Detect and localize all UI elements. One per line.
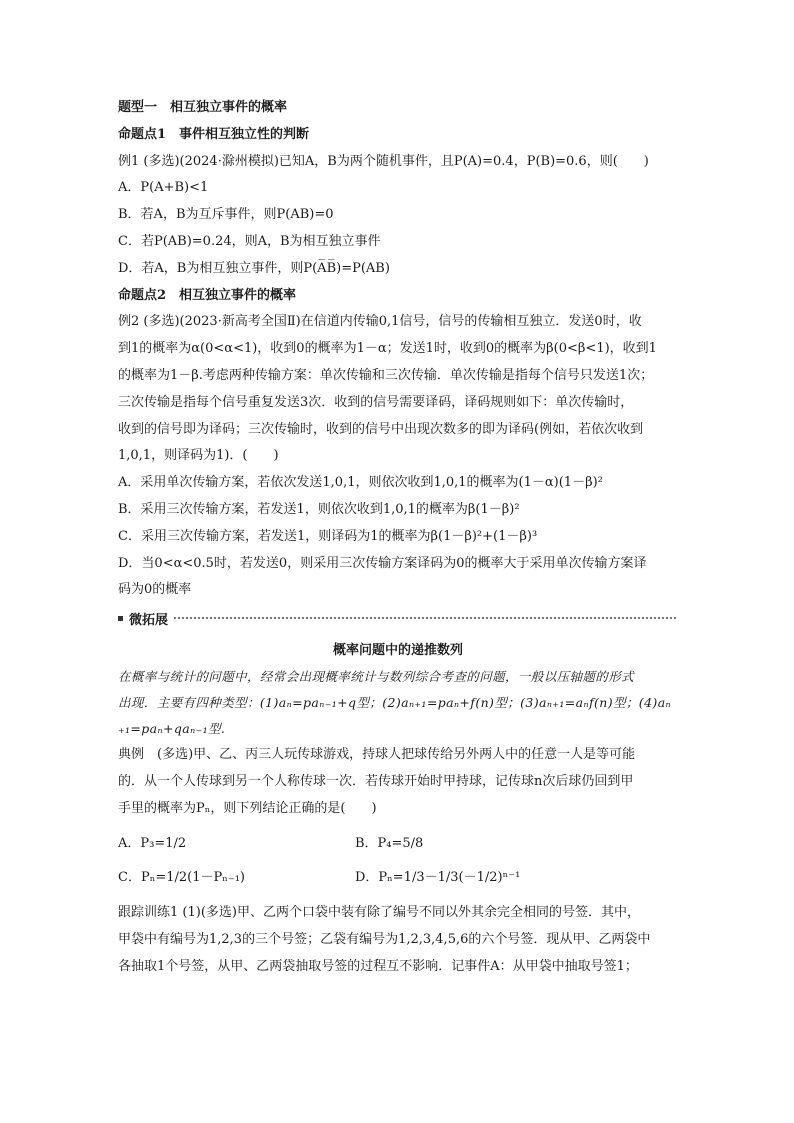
example1-option-c: C．若P(AB)=0.24，则A，B为相互独立事件 [118,233,381,249]
example2-option-b: B．采用三次传输方案，若发送1，则依次收到1,0,1的概率为β(1－β)² [118,501,520,517]
typical-stem-line: 的．从一个人传球到另一个人称传球一次．若传球开始时甲持球，记传球n次后球仍回到甲 [118,773,634,789]
example2-stem-line: 1,0,1，则译码为1)．( ) [118,448,279,464]
point2-heading: 命题点2 相互独立事件的概率 [118,287,297,303]
extension-intro-line: 出现．主要有四种类型：(1)aₙ=paₙ₋₁+q型；(2)aₙ₊₁=paₙ+f(n)型；(3)aₙ₊₁=aₙf(n)型；(4)aₙ [118,695,672,711]
example2-stem-line: 的概率为1－β.考虑两种传输方案：单次传输和三次传输．单次传输是指每个信号只发送1次； [118,367,654,383]
typical-options-row-1 [118,831,678,858]
example2-option-d-cont: 码为0的概率 [118,582,192,598]
typical-stem-line: 手里的概率为Pₙ，则下列结论正确的是( ) [118,800,377,816]
extension-label: 微拓展 [129,612,169,628]
training-line: 甲袋中有编号为1,2,3的三个号签；乙袋有编号为1,2,3,4,5,6的六个号签．现从甲、乙两袋中 [118,931,651,947]
example1-option-d: D．若A，B为相互独立事件，则P(A̅B̅)=P(AB) [118,260,390,276]
training-line: 各抽取1个号签，从甲、乙两袋抽取号签的过程互不影响．记事件A：从甲袋中抽取号签1； [118,958,638,974]
section-title: 题型一 相互独立事件的概率 [118,100,288,115]
example2-stem-line: 到1的概率为α(0<α<1)，收到0的概率为1－α；发送1时，收到0的概率为β(0<β<1)，收到1 [118,341,657,357]
square-bullet-icon [118,616,123,621]
document-page [118,95,678,981]
dotted-divider [174,617,678,619]
extension-intro-line: 在概率与统计的问题中，经常会出现概率统计与数列综合考查的问题，一般以压轴题的形式 [118,669,635,685]
extension-header [118,606,678,630]
example2-stem-line: 收到的信号即为译码；三次传输时，收到的信号中出现次数多的即为译码(例如，若依次收到 [118,421,644,437]
typical-option-b: B．P₄=5/8 [355,835,424,851]
typical-option-a: A．P₃=1/2 [118,835,187,851]
example2-stem-line: 例2 (多选)(2023·新高考全国Ⅱ)在信道内传输0,1信号，信号的传输相互独立．发送0时，收 [118,314,642,330]
typical-option-d: D．Pₙ=1/3－1/3(－1/2)ⁿ⁻¹ [355,870,521,886]
extension-title: 概率问题中的递推数列 [332,643,463,659]
example1-option-b: B．若A，B为互斥事件，则P(AB)=0 [118,207,334,223]
typical-option-c: C．Pₙ=1/2(1－Pₙ₋₁) [118,870,245,886]
typical-stem-line: 典例 (多选)甲、乙、丙三人玩传球游戏，持球人把球传给另外两人中的任意一人是等可能 [118,747,636,763]
example2-option-d: D．当0<α<0.5时，若发送0，则采用三次传输方案译码为0的概率大于采用单次传输方案译 [118,555,647,571]
extension-intro-line: ₊₁=paₙ+qaₙ₋₁型. [118,721,226,737]
point1-heading: 命题点1 事件相互独立性的判断 [118,126,310,142]
training-line: 跟踪训练1 (1)(多选)甲、乙两个口袋中装有除了编号不同以外其余完全相同的号签．其中， [118,905,640,921]
example2-option-a: A．采用单次传输方案，若依次发送1,0,1，则依次收到1,0,1的概率为(1－α)(1－β)² [118,475,603,491]
typical-options-row-2 [118,865,678,892]
example1-stem: 例1 (多选)(2024·滁州模拟)已知A，B为两个随机事件，且P(A)=0.4，P(B)=0.6，则( ) [118,153,649,169]
example2-stem-line: 三次传输是指每个信号重复发送3次．收到的信号需要译码，译码规则如下：单次传输时， [118,394,634,410]
example2-option-c: C．采用三次传输方案，若发送1，则译码为1的概率为β(1－β)²+(1－β)³ [118,528,538,544]
example1-option-a: A．P(A+B)<1 [118,180,209,196]
